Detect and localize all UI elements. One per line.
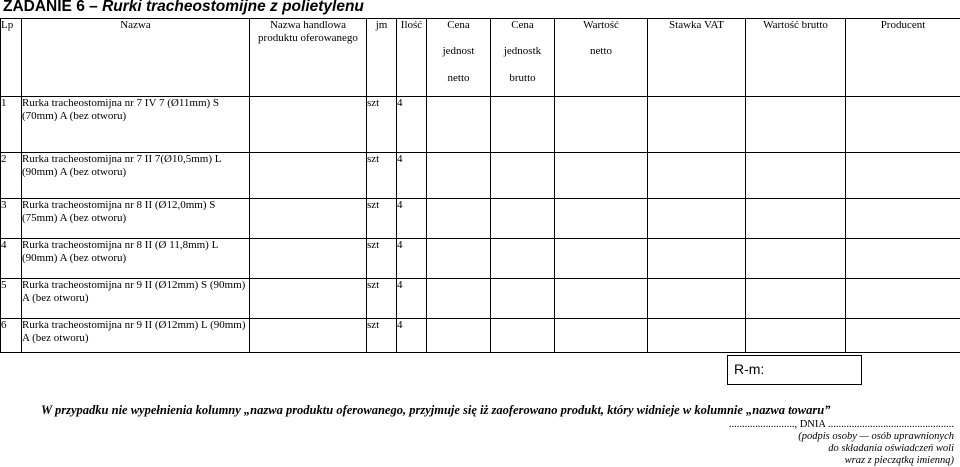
signature-caption-2: do składania oświadczeń woli [828, 442, 954, 455]
row-wartosc-netto[interactable] [555, 319, 648, 353]
row-handlowa[interactable] [250, 97, 367, 153]
row-cena-netto[interactable] [427, 199, 491, 239]
row-jm: szt [367, 239, 397, 279]
table-row [1, 153, 960, 199]
row-wartosc-brutto[interactable] [746, 199, 846, 239]
row-lp: 1 [1, 97, 22, 153]
row-qty: 4 [397, 319, 427, 353]
row-vat[interactable] [648, 153, 746, 199]
row-cena-netto[interactable] [427, 239, 491, 279]
header-wartosc-l1: Wartość [555, 19, 647, 32]
row-cena-brutto[interactable] [491, 239, 555, 279]
title-italic: Rurki tracheostomijne z polietylenu [102, 0, 364, 15]
row-wartosc-brutto[interactable] [746, 153, 846, 199]
header-cena-brutto [491, 19, 555, 97]
row-handlowa[interactable] [250, 319, 367, 353]
row-handlowa[interactable] [250, 199, 367, 239]
row-jm: szt [367, 153, 397, 199]
row-qty: 4 [397, 97, 427, 153]
header-handlowa: Nazwa handlowa produktu oferowanego [250, 19, 367, 97]
row-producent[interactable] [846, 97, 960, 153]
row-qty: 4 [397, 153, 427, 199]
row-handlowa[interactable] [250, 239, 367, 279]
header-producent: Producent [846, 19, 960, 97]
header-ilosc: Ilość [397, 19, 427, 97]
signature-caption-1: (podpis osoby — osób uprawnionych [798, 430, 954, 443]
row-jm: szt [367, 319, 397, 353]
row-wartosc-netto[interactable] [555, 199, 648, 239]
row-cena-brutto[interactable] [491, 199, 555, 239]
row-cena-netto[interactable] [427, 319, 491, 353]
row-name: Rurka tracheostomijna nr 7 IV 7 (Ø11mm) S (70mm) A (bez otworu) [22, 97, 250, 153]
row-qty: 4 [397, 239, 427, 279]
row-qty: 4 [397, 279, 427, 319]
header-cena-brutto-l3: brutto [491, 72, 554, 85]
row-name: Rurka tracheostomijna nr 9 II (Ø12mm) S (90mm) A (bez otworu) [22, 279, 250, 319]
summary-rm-box[interactable] [727, 355, 862, 385]
table-row [1, 319, 960, 353]
row-cena-netto[interactable] [427, 97, 491, 153]
row-lp: 4 [1, 239, 22, 279]
summary-rm-label: R-m: [734, 361, 764, 377]
row-vat[interactable] [648, 319, 746, 353]
header-cena-netto-l1: Cena [427, 19, 490, 32]
title-prefix: ZADANIE 6 – [3, 0, 102, 15]
signature-caption-3: wraz z pieczątką imienną) [845, 454, 954, 467]
header-wartosc-l2: netto [555, 45, 647, 58]
row-lp: 3 [1, 199, 22, 239]
header-wartosc-netto [555, 19, 648, 97]
table-row [1, 279, 960, 319]
offer-table [0, 18, 960, 353]
table-row [1, 239, 960, 279]
row-producent[interactable] [846, 279, 960, 319]
row-cena-brutto[interactable] [491, 153, 555, 199]
header-cena-brutto-l2: jednostk [491, 45, 554, 58]
header-cena-netto-l2: jednost [427, 45, 490, 58]
row-vat[interactable] [648, 279, 746, 319]
header-cena-brutto-l1: Cena [491, 19, 554, 32]
row-cena-netto[interactable] [427, 153, 491, 199]
row-wartosc-brutto[interactable] [746, 319, 846, 353]
table-row [1, 97, 960, 153]
row-cena-brutto[interactable] [491, 319, 555, 353]
row-name: Rurka tracheostomijna nr 7 II 7(Ø10,5mm) L (90mm) A (bez otworu) [22, 153, 250, 199]
row-name: Rurka tracheostomijna nr 8 II (Ø12,0mm) S (75mm) A (bez otworu) [22, 199, 250, 239]
page-title [3, 0, 364, 16]
row-wartosc-brutto[interactable] [746, 97, 846, 153]
row-wartosc-brutto[interactable] [746, 239, 846, 279]
footer-note: W przypadku nie wypełnienia kolumny „nazwa produktu oferowanego, przyjmuje się iż zaoferowano produkt, który widnieje w kolumnie „nazwa towaru” [41, 403, 830, 418]
row-cena-netto[interactable] [427, 279, 491, 319]
row-wartosc-netto[interactable] [555, 153, 648, 199]
row-lp: 2 [1, 153, 22, 199]
table-row [1, 199, 960, 239]
header-cena-netto [427, 19, 491, 97]
row-wartosc-netto[interactable] [555, 279, 648, 319]
row-lp: 5 [1, 279, 22, 319]
row-cena-brutto[interactable] [491, 97, 555, 153]
row-vat[interactable] [648, 97, 746, 153]
row-jm: szt [367, 199, 397, 239]
row-wartosc-netto[interactable] [555, 239, 648, 279]
row-wartosc-netto[interactable] [555, 97, 648, 153]
header-nazwa: Nazwa [22, 19, 250, 97]
row-producent[interactable] [846, 199, 960, 239]
row-vat[interactable] [648, 239, 746, 279]
row-jm: szt [367, 279, 397, 319]
row-jm: szt [367, 97, 397, 153]
row-producent[interactable] [846, 239, 960, 279]
header-cena-netto-l3: netto [427, 72, 490, 85]
row-producent[interactable] [846, 153, 960, 199]
header-jm: jm [367, 19, 397, 97]
header-vat: Stawka VAT [648, 19, 746, 97]
header-lp: Lp [1, 19, 22, 97]
row-handlowa[interactable] [250, 153, 367, 199]
row-name: Rurka tracheostomijna nr 9 II (Ø12mm) L (90mm) A (bez otworu) [22, 319, 250, 353]
row-name: Rurka tracheostomijna nr 8 II (Ø 11,8mm) L (90mm) A (bez otworu) [22, 239, 250, 279]
header-row [1, 19, 960, 97]
header-wartosc-brutto: Wartość brutto [746, 19, 846, 97]
row-wartosc-brutto[interactable] [746, 279, 846, 319]
row-cena-brutto[interactable] [491, 279, 555, 319]
row-vat[interactable] [648, 199, 746, 239]
row-handlowa[interactable] [250, 279, 367, 319]
row-producent[interactable] [846, 319, 960, 353]
row-qty: 4 [397, 199, 427, 239]
row-lp: 6 [1, 319, 22, 353]
signature-date-line: ........................., DNIA ................................................ [729, 418, 954, 431]
